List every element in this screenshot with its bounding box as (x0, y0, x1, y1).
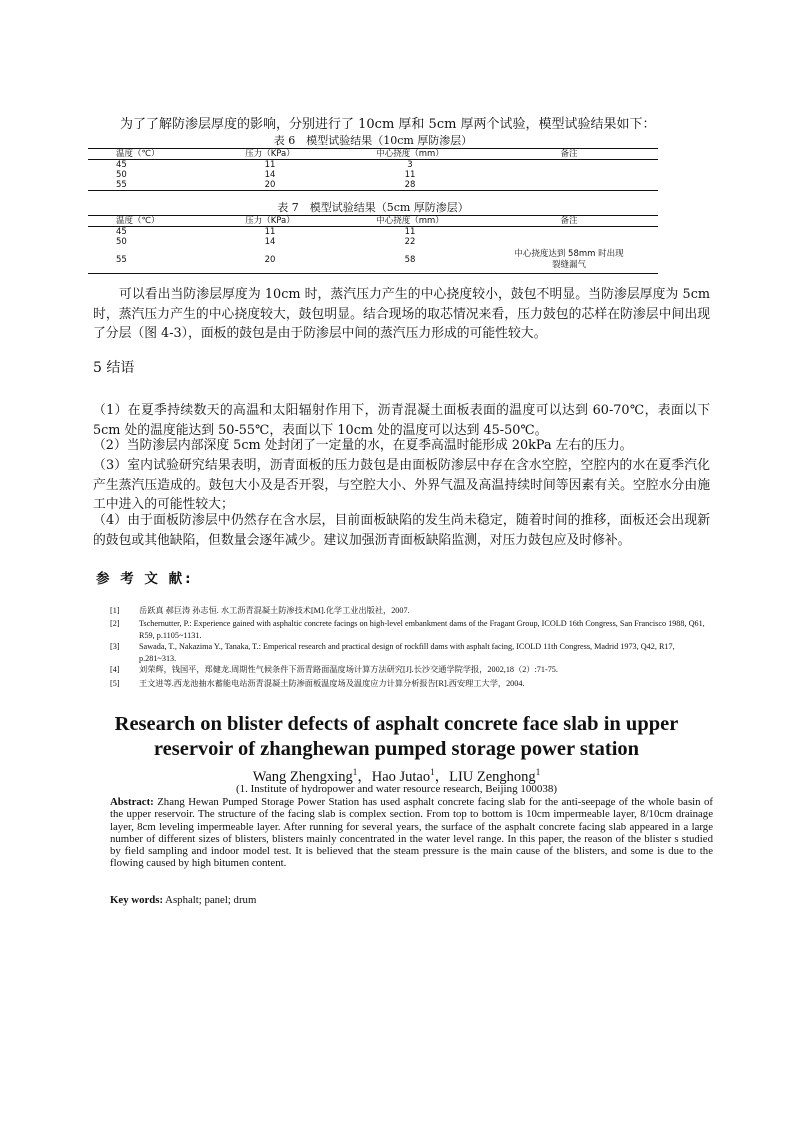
reference-text: 刘荣辉，钱国平，郑健龙.周期性气候条件下沥青路面温度场计算方法研究[J].长沙交通学院学报，2002,18（2）:71-75. (139, 665, 558, 674)
discussion-paragraph: 可以看出当防渗层厚度为 10cm 时，蒸汽压力产生的中心挠度较小，鼓包不明显。当防渗层厚度为 5cm 时，蒸汽压力产生的中心挠度较大，鼓包明显。结合现场的取芯情况来看，压力鼓包的芯样在防渗层中间出现了分层（图 4-3），面板的鼓包是由于防渗层中间的蒸汽压力形成的可能性较大。 (93, 287, 710, 341)
table-cell (480, 237, 658, 247)
conclusion-item: （4）由于面板防渗层中仍然存在含水层，目前面板缺陷的发生尚未稳定，随着时间的推移，面板还会出现新的鼓包或其他缺陷，但数量会逐年减少。建议加强沥青面板缺陷监测，对压力鼓包应及时修补。 (93, 513, 710, 548)
reference-text: 岳跃真 郝巨涛 孙志恒. 水工沥青混凝土防渗技术[M].化学工业出版社，2007. (139, 606, 410, 615)
table-row (88, 170, 658, 180)
english-title (60, 712, 733, 762)
table-row (88, 160, 658, 171)
reference-number: [1] (110, 606, 120, 615)
table6-caption: 表 6 模型试验结果（10cm 厚防渗层） (273, 134, 473, 147)
author-name: LIU Zenghong (449, 768, 536, 785)
table-cell: 20 (200, 180, 340, 191)
author-affiliation-mark: 1 (430, 767, 435, 777)
section-heading: 5 结语 (93, 360, 135, 376)
table-cell: 28 (340, 180, 480, 191)
reference-number: [2] (110, 619, 120, 628)
table-header-cell: 备注 (480, 216, 658, 227)
english-title-line: reservoir of zhanghewan pumped storage power station (153, 738, 640, 760)
table-cell: 50 (116, 237, 127, 247)
keywords (110, 894, 713, 907)
reference-number: [3] (110, 642, 120, 651)
table-cell: 11 (404, 227, 416, 237)
table-header-cell: 中心挠度（mm） (340, 149, 480, 160)
table-row (88, 180, 658, 191)
table-cell: 20 (200, 247, 340, 274)
table-cell (480, 170, 658, 180)
reference-text: Tschernutter, P.: Experience gained with asphaltic concrete facings on high-level embankment dams of the Fragant Group, ICOLD 16th Congress, San Francisco 1988, Q61, R59, p.1105~1131. (139, 619, 705, 640)
table-cell: 50 (116, 170, 127, 180)
keywords-label: Key words: (110, 894, 164, 906)
author-separator: ， (434, 768, 450, 785)
table-cell: 55 (88, 247, 200, 274)
references-heading: 参 考 文 献: (96, 571, 194, 587)
table-header-cell: 温度（℃） (88, 216, 200, 227)
abstract-text: Zhang Hewan Pumped Storage Power Station has used asphalt concrete facing slab for the anti-seepage of the whole basin of the upper reservoir. The structure of the facing slab is complex section. From top to bottom is 10cm impermeable layer, 8/10cm drainage layer, 8cm leveling impermeable layer. After running for several years, the surface of the asphalt concrete facing slab appeared in a large number of different sizes of blisters, blisters mainly concentrated in the water level range. In this paper, the reason of the blister s studied by field sampling and indoor model test. It is believed that the steam pressure is the main cause of the blisters, and some is due to the flowing caused by high bitumen content. (110, 796, 713, 870)
table-header-cell: 中心挠度（mm） (340, 216, 480, 227)
table-header-row (88, 149, 658, 160)
table-note-cell (480, 247, 658, 274)
conclusion-item: （3）室内试验研究结果表明，沥青面板的压力鼓包是由面板防渗层中存在含水空腔，空腔内的水在夏季汽化产生蒸汽压造成的。鼓包大小及是否开裂，与空腔大小、外界气温及高温持续时间等因素有关。空腔水分由施工中进入的可能性较大； (93, 458, 710, 512)
keywords-text: Asphalt; panel; drum (163, 894, 257, 906)
table-cell: 11 (404, 170, 416, 180)
conclusion-item: （2）当防渗层内部深度 5cm 处封闭了一定量的水，在夏季高温时能形成 20kPa 左右的压力。 (93, 438, 633, 453)
table-row (88, 247, 658, 274)
reference-text: 王文进等.西龙池抽水蓄能电站沥青混凝土防渗面板温度场及温度应力计算分析报告[R].西安理工大学，2004. (139, 679, 525, 688)
table-cell: 11 (264, 160, 276, 170)
affiliation: (1. Institute of hydropower and water resource research, Beijing 100038) (235, 783, 558, 795)
table-cell: 11 (264, 227, 276, 237)
reference-number: [4] (110, 665, 120, 674)
table-cell: 22 (404, 237, 416, 247)
table7 (88, 215, 658, 274)
author-name: Wang Zhengxing (252, 768, 353, 785)
table-cell: 55 (88, 180, 200, 191)
table-note-line: 裂缝漏气 (551, 260, 586, 270)
conclusion-item: （1）在夏季持续数天的高温和太阳辐射作用下，沥青混凝土面板表面的温度可以达到 60-70℃，表面以下 5cm 处的温度能达到 50-55℃，表面以下 10cm 处的温度可以达到 45-50℃。 (93, 403, 710, 438)
author-affiliation-mark: 1 (535, 767, 541, 777)
table-note-line: 中心挠度达到 58mm 时出现 (514, 249, 624, 259)
table-header-cell: 温度（℃） (88, 149, 200, 160)
table-cell: 14 (264, 237, 276, 247)
table-row (88, 227, 658, 238)
table-cell (480, 180, 658, 191)
reference-text: Sawada, T., Nakazima Y., Tanaka, T.: Emperical research and practical design of rockfill dams with asphalt facing, ICOLD 11th Congress, Madrid 1973, Q42, R17, p.281~313. (139, 642, 675, 663)
abstract-label: Abstract: (110, 796, 154, 808)
author-separator: ， (357, 768, 372, 785)
table-cell: 58 (340, 247, 480, 274)
table-header-cell: 压力（KPa） (200, 149, 340, 160)
table6 (88, 148, 658, 191)
author-affiliation-mark: 1 (352, 767, 358, 777)
table-header-cell: 压力（KPa） (200, 216, 340, 227)
reference-number: [5] (110, 679, 120, 688)
english-title-line: Research on blister defects of asphalt concrete face slab in upper (114, 713, 679, 735)
table7-caption: 表 7 模型试验结果（5cm 厚防渗层） (277, 201, 469, 214)
abstract (110, 796, 713, 870)
intro-text: 为了了解防渗层厚度的影响，分别进行了 10cm 厚和 5cm 厚两个试验，模型试验结果如下： (120, 117, 656, 132)
table-cell: 14 (264, 170, 276, 180)
table-row (88, 237, 658, 247)
table-cell: 45 (116, 160, 127, 170)
author-name: Hao Jutao (371, 768, 431, 785)
table-header-row (88, 216, 658, 227)
table-cell: 3 (407, 160, 413, 170)
table-cell (480, 227, 658, 238)
table-header-cell: 备注 (480, 149, 658, 160)
table-cell: 45 (116, 227, 127, 237)
table-cell (480, 160, 658, 171)
